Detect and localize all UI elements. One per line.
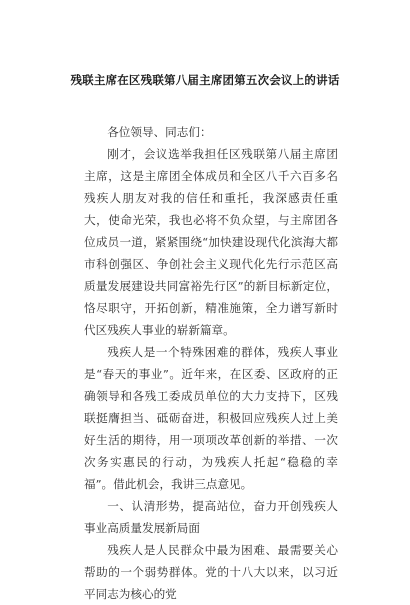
paragraph-2: 残疾人是一个特殊困难的群体，残疾人事业是“春天的事业”。近年来，在区委、区政府的正确领导和各残工委成员单位的大力支持下，区残联挺膺担当、砥砺奋进，积极回应残疾人过上美好生活的期待，用一项项改革创新的举措、一次次务实惠民的行动，为残疾人托起“稳稳的幸福”。借此机会，我讲三点意见。 <box>84 345 338 491</box>
paragraph-1: 刚才，会议选举我担任区残联第八届主席团主席，这是主席团全体成员和全区八千六百多名残疾人朋友对我的信任和重托，我深感责任重大，使命光荣，我也必将不负众望，与主席团各位成员一道，紧紧围绕“加快建设现代化滨海大都市科创强区、争创社会主义现代化先行示范区高质量发展建设共同富裕先行区”的新目标新定位，恪尽职守，开拓创新，精准施策，全力谱写新时代区残疾人事业的崭新篇章。 <box>84 147 338 337</box>
salutation: 各位领导、同志们： <box>107 125 212 139</box>
section-heading: 一、认清形势，提高站位，奋力开创残疾人事业高质量发展新局面 <box>84 499 338 535</box>
paragraph-3: 残疾人是人民群众中最为困难、最需要关心帮助的一个弱势群体。党的十八大以来，以习近平同志为核心的党 <box>84 543 338 601</box>
document-title: 残联主席在区残联第八届主席团第五次会议上的讲话 <box>70 73 340 87</box>
document-body <box>84 121 338 605</box>
